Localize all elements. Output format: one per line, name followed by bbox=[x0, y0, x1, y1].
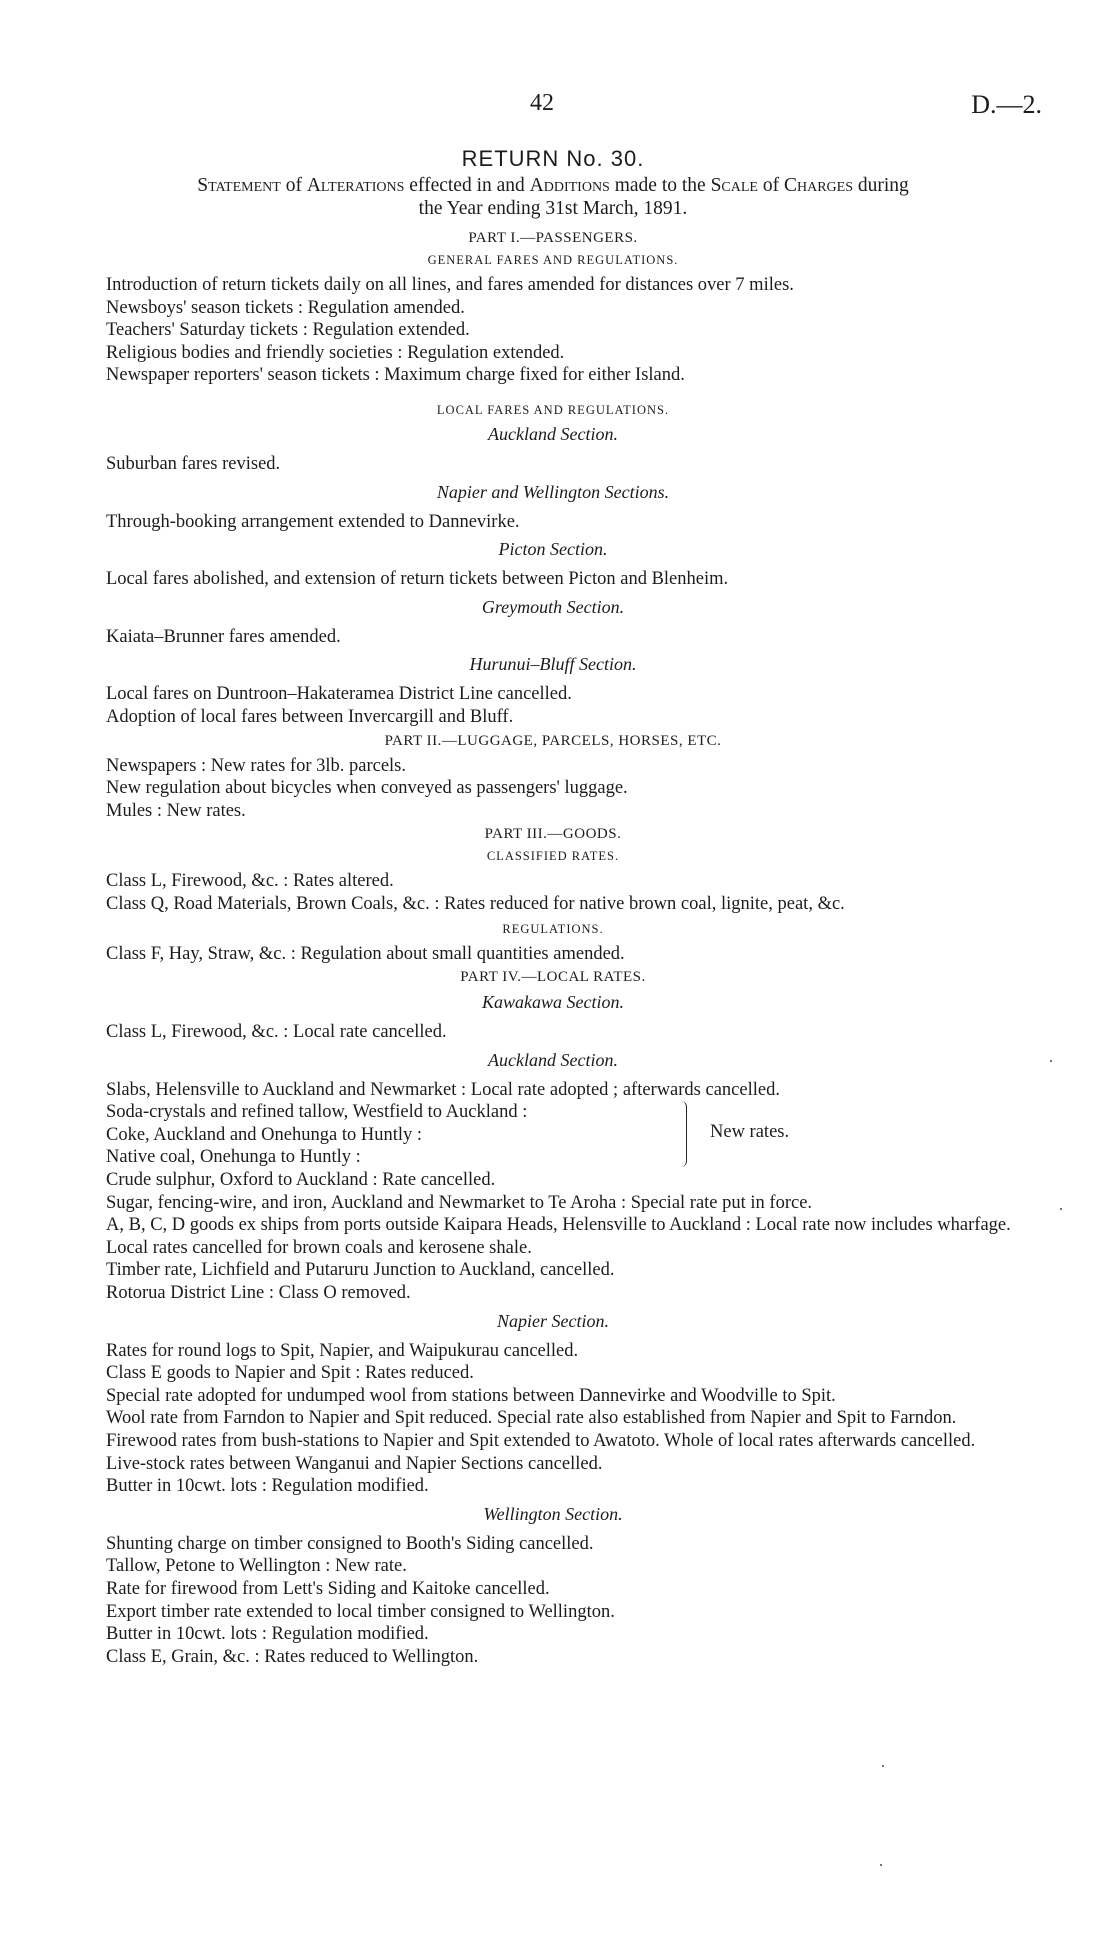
part-heading: PART IV.—LOCAL RATES. bbox=[460, 969, 646, 986]
statement-segment: of bbox=[757, 175, 784, 196]
section-heading: Wellington Section. bbox=[483, 1503, 623, 1524]
section-heading: Greymouth Section. bbox=[481, 596, 625, 617]
statement-segment: made to the bbox=[609, 175, 711, 196]
entry-line: Newspapers : New rates for 3lb. parcels. bbox=[106, 755, 407, 776]
entry-line: Local fares abolished, and extension of return tickets between Picton and Blenheim. bbox=[106, 569, 729, 590]
entry-line: Suburban fares revised. bbox=[106, 453, 281, 474]
entry-line: Shunting charge on timber consigned to Booth's Siding cancelled. bbox=[106, 1533, 594, 1554]
page-header bbox=[0, 90, 1114, 126]
part-heading: PART II.—LUGGAGE, PARCELS, HORSES, ETC. bbox=[384, 732, 722, 749]
entry-line: Live-stock rates between Wanganui and Napier Sections cancelled. bbox=[106, 1453, 603, 1474]
entry-paragraph: Sugar, fencing-wire, and iron, Auckland and Newmarket to Te Aroha : Special rate put in force. bbox=[106, 1192, 813, 1213]
section-heading: Napier and Wellington Sections. bbox=[436, 481, 670, 502]
document-body bbox=[60, 146, 1046, 1668]
entry-line: New regulation about bicycles when conveyed as passengers' luggage. bbox=[106, 778, 628, 799]
section-heading: Auckland Section. bbox=[488, 423, 618, 444]
entry-line: Religious bodies and friendly societies : Regulation extended. bbox=[106, 342, 565, 363]
entry-line: Tallow, Petone to Wellington : New rate. bbox=[106, 1556, 407, 1577]
entry-line: Export timber rate extended to local timber consigned to Wellington. bbox=[106, 1601, 615, 1622]
statement-heading bbox=[60, 174, 1046, 220]
entry-line: Local fares on Duntroon–Hakateramea District Line cancelled. bbox=[106, 684, 572, 705]
statement-segment: Charges bbox=[783, 175, 853, 196]
entry-line: Class E, Grain, &c. : Rates reduced to Wellington. bbox=[106, 1646, 479, 1667]
spacer bbox=[60, 387, 1046, 397]
sub-heading: GENERAL FARES AND REGULATIONS. bbox=[427, 253, 679, 267]
entry-line: Class L, Firewood, &c. : Rates altered. bbox=[106, 871, 394, 892]
entry-line: Newspaper reporters' season tickets : Maximum charge fixed for either Island. bbox=[106, 365, 685, 386]
statement-line-2: the Year ending 31st March, 1891. bbox=[418, 198, 688, 219]
entry-line: Rate for firewood from Lett's Siding and Kaitoke cancelled. bbox=[106, 1578, 550, 1599]
document-reference: D.—2. bbox=[971, 90, 1042, 119]
statement-segment: Additions bbox=[529, 175, 610, 196]
statement-segment: Scale bbox=[710, 175, 758, 196]
statement-segment: effected in and bbox=[404, 175, 530, 196]
section-heading: Hurunui–Bluff Section. bbox=[469, 654, 637, 675]
entry-line: Kaiata–Brunner fares amended. bbox=[106, 626, 341, 647]
entry-line: Soda-crystals and refined tallow, Westfield to Auckland : bbox=[106, 1102, 528, 1123]
entry-line: Coke, Auckland and Onehunga to Huntly : bbox=[106, 1124, 422, 1145]
bracketed-entries bbox=[60, 1101, 1046, 1169]
entry-paragraph: Wool rate from Farndon to Napier and Spit reduced. Special rate also established from Napier and Spit to Farndon. bbox=[106, 1408, 957, 1429]
entry-line: Native coal, Onehunga to Huntly : bbox=[106, 1147, 361, 1168]
statement-line-1 bbox=[60, 174, 1046, 197]
entry-paragraph: Class Q, Road Materials, Brown Coals, &c. : Rates reduced for native brown coal, lignite, peat, &c. bbox=[106, 893, 845, 914]
brace-note: New rates. bbox=[710, 1122, 790, 1143]
entry-line: Introduction of return tickets daily on all lines, and fares amended for distances over 7 miles. bbox=[106, 275, 794, 295]
entry-line: Rotorua District Line : Class O removed. bbox=[106, 1283, 411, 1304]
scan-speck bbox=[882, 1765, 884, 1767]
entry-paragraph: Firewood rates from bush-stations to Napier and Spit extended to Awatoto. Whole of local rates afterwards cancelled. bbox=[106, 1431, 976, 1451]
sub-heading: CLASSIFIED RATES. bbox=[486, 849, 620, 864]
entry-line: Adoption of local fares between Invercargill and Bluff. bbox=[106, 706, 514, 727]
entry-paragraph: Special rate adopted for undumped wool from stations between Dannevirke and Woodville to Spit. bbox=[106, 1385, 836, 1406]
returns-list bbox=[60, 230, 1046, 1668]
entry-line: Crude sulphur, Oxford to Auckland : Rate cancelled. bbox=[106, 1170, 496, 1191]
entry-line: Class E goods to Napier and Spit : Rates reduced. bbox=[106, 1363, 474, 1384]
return-title: RETURN No. 30. bbox=[461, 146, 645, 171]
entry-line: Mules : New rates. bbox=[106, 800, 246, 821]
entry-line: Newsboys' season tickets : Regulation amended. bbox=[106, 297, 465, 318]
section-heading: Kawakawa Section. bbox=[482, 992, 624, 1013]
sub-heading: LOCAL FARES AND REGULATIONS. bbox=[436, 402, 670, 417]
statement-segment: Alterations bbox=[306, 175, 405, 196]
entry-line: Rates for round logs to Spit, Napier, and Waipukurau cancelled. bbox=[106, 1340, 579, 1361]
statement-segment: of bbox=[280, 175, 307, 196]
entry-line: Butter in 10cwt. lots : Regulation modified. bbox=[106, 1624, 429, 1645]
entry-line: Class L, Firewood, &c. : Local rate cancelled. bbox=[106, 1022, 447, 1043]
section-heading: Picton Section. bbox=[498, 539, 608, 560]
entry-line: Class F, Hay, Straw, &c. : Regulation about small quantities amended. bbox=[106, 943, 625, 964]
entry-line: Local rates cancelled for brown coals and kerosene shale. bbox=[106, 1237, 532, 1258]
entry-line: Teachers' Saturday tickets : Regulation extended. bbox=[106, 320, 470, 341]
page-number: 42 bbox=[530, 90, 554, 116]
part-heading: PART III.—GOODS. bbox=[484, 826, 622, 843]
entry-paragraph: A, B, C, D goods ex ships from ports outside Kaipara Heads, Helensville to Auckland : Local rate now includes wharfage. bbox=[106, 1215, 1011, 1236]
section-heading: Napier Section. bbox=[497, 1310, 609, 1331]
scan-speck bbox=[1060, 1208, 1062, 1210]
part-heading: PART I.—PASSENGERS. bbox=[468, 230, 638, 246]
statement-segment: Statement bbox=[197, 175, 281, 196]
section-heading: Auckland Section. bbox=[488, 1049, 618, 1070]
statement-segment: during bbox=[852, 175, 909, 196]
curly-brace bbox=[678, 1101, 687, 1167]
sub-heading: REGULATIONS. bbox=[502, 921, 604, 936]
entry-line: Timber rate, Lichfield and Putaruru Junction to Auckland, cancelled. bbox=[106, 1260, 615, 1281]
scan-speck bbox=[880, 1864, 882, 1866]
entry-line: Through-booking arrangement extended to Dannevirke. bbox=[106, 511, 520, 532]
entry-line: Slabs, Helensville to Auckland and Newmarket : Local rate adopted ; afterwards cancelled. bbox=[106, 1079, 780, 1100]
scan-speck bbox=[1050, 1060, 1052, 1062]
entry-line: Butter in 10cwt. lots : Regulation modified. bbox=[106, 1476, 429, 1497]
